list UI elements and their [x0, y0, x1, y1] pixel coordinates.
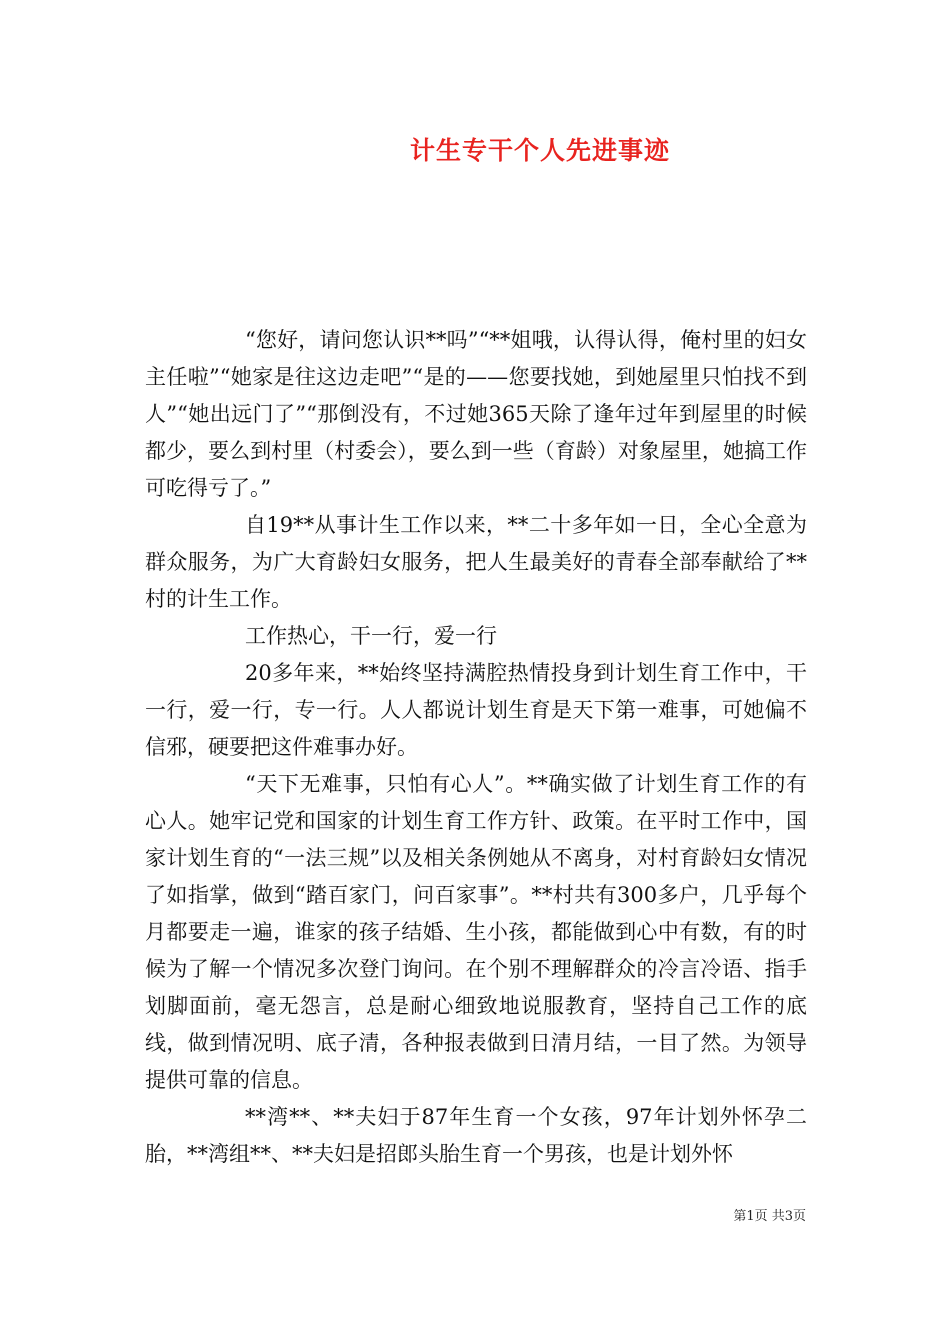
paragraph-1: “您好，请问您认识**吗”“**姐哦，认得认得，俺村里的妇女主任啦”“她家是往这边走吧”“是的——您要找她，到她屋里只怕找不到人”“她出远门了”“那倒没有，不过她365天除了逢年过年到屋里的时候都少，要么到村里（村委会），要么到一些（育龄）对象屋里，她搞工作可吃得亏了。”: [145, 328, 807, 500]
paragraph-4: “天下无难事，只怕有心人”。**确实做了计划生育工作的有心人。她牢记党和国家的计划生育工作方针、政策。在平时工作中，国家计划生育的“一法三规”以及相关条例她从不离身，对村育龄妇女情况了如指掌，做到“踏百家门，问百家事”。**村共有300多户，几乎每个月都要走一遍，谁家的孩子结婚、生小孩，都能做到心中有数，有的时候为了解一个情况多次登门询问。在个别不理解群众的冷言冷语、指手划脚面前，毫无怨言，总是耐心细致地说服教育，坚持自己工作的底线，做到情况明、底子清，各种报表做到日清月结，一目了然。为领导提供可靠的信息。: [145, 772, 807, 1092]
section-heading: 工作热心，干一行，爱一行: [245, 624, 497, 648]
paragraph-2: 自19**从事计生工作以来，**二十多年如一日，全心全意为群众服务，为广大育龄妇女服务，把人生最美好的青春全部奉献给了**村的计生工作。: [145, 513, 807, 611]
paragraph-3: 20多年来，**始终坚持满腔热情投身到计划生育工作中，干一行，爱一行，专一行。人人都说计划生育是天下第一难事，可她偏不信邪，硬要把这件难事办好。: [145, 661, 807, 759]
document-body: [145, 322, 807, 1173]
paragraph-5: **湾**、**夫妇于87年生育一个女孩，97年计划外怀孕二胎，**湾组**、**夫妇是招郎头胎生育一个男孩，也是计划外怀: [145, 1105, 807, 1166]
document-title: 计生专干个人先进事迹: [409, 136, 670, 165]
page-footer: 第1页 共3页: [733, 1209, 806, 1224]
